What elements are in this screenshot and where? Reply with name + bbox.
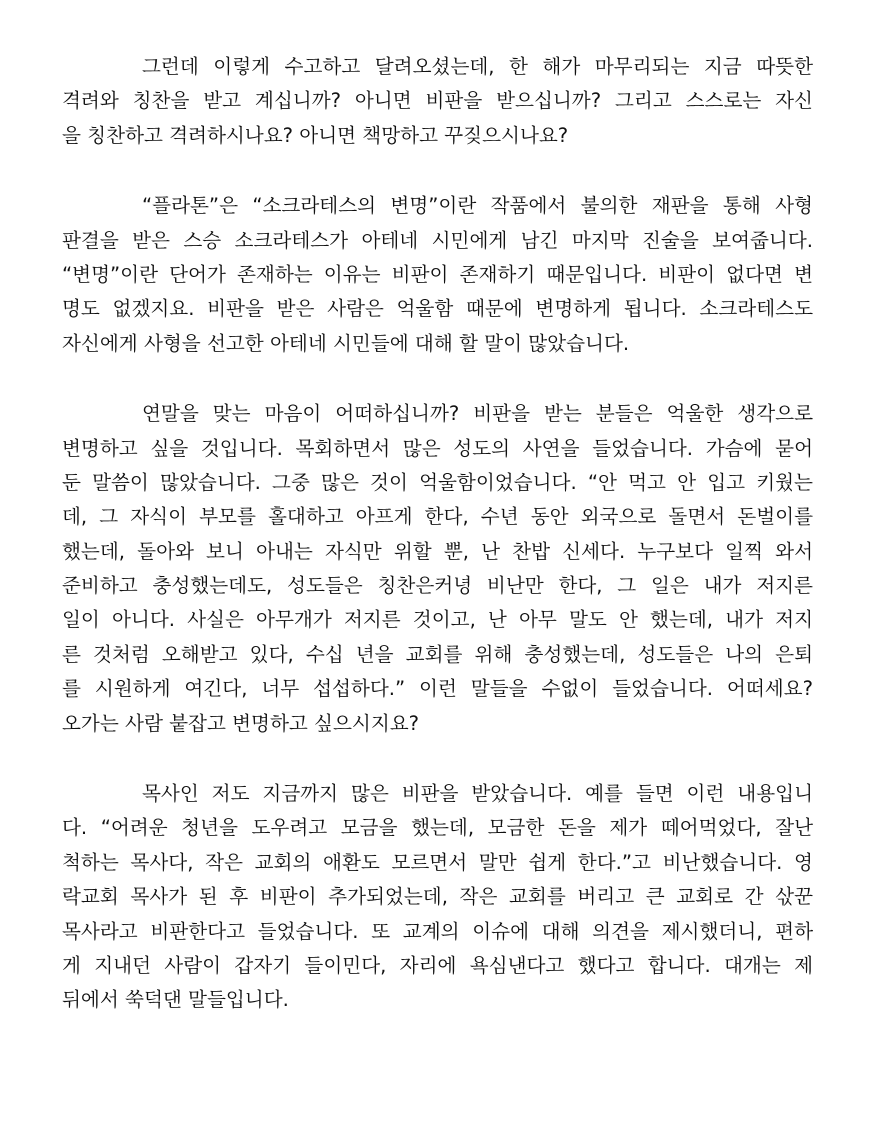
text-line: 데, 그 자식이 부모를 홀대하고 아프게 한다, 수년 동안 외국으로 돌면서 돈벌이를 xyxy=(62,505,813,529)
text-line: 했는데, 돌아와 보니 아내는 자식만 위할 뿐, 난 찬밥 신세다. 누구보다 일찍 와서 xyxy=(62,539,813,563)
text-line: “변명”이란 단어가 존재하는 이유는 비판이 존재하기 때문입니다. 비판이 없다면 변 xyxy=(62,262,813,286)
text-line: “플라톤”은 “소크라테스의 변명”이란 작품에서 불의한 재판을 통해 사형 xyxy=(142,194,813,218)
text-line: 른 것처럼 오해받고 있다, 수십 년을 교회를 위해 충성했는데, 성도들은 나의 은퇴 xyxy=(62,642,813,666)
text-line: 판결을 받은 스승 소크라테스가 아테네 시민에게 남긴 마지막 진술을 보여줍니다. xyxy=(62,228,813,252)
paragraph-3 xyxy=(62,397,813,741)
text-line: 뒤에서 쑥덕댄 말들입니다. xyxy=(62,988,289,1012)
text-line: 다. “어려운 청년을 도우려고 모금을 했는데, 모금한 돈을 제가 떼어먹었다, 잘난 xyxy=(62,816,813,840)
text-line: 변명하고 싶을 것입니다. 목회하면서 많은 성도의 사연을 들었습니다. 가슴에 묻어 xyxy=(62,436,813,460)
text-line: 격려와 칭찬을 받고 계십니까? 아니면 비판을 받으십니까? 그리고 스스로는 자신 xyxy=(62,89,813,113)
text-line: 둔 말씀이 많았습니다. 그중 많은 것이 억울함이었습니다. “안 먹고 안 입고 키웠는 xyxy=(62,470,813,494)
text-line: 연말을 맞는 마음이 어떠하십니까? 비판을 받는 분들은 억울한 생각으로 xyxy=(142,402,813,426)
paragraph-4 xyxy=(62,777,813,1018)
text-line: 자신에게 사형을 선고한 아테네 시민들에 대해 할 말이 많았습니다. xyxy=(62,331,630,355)
paragraph-2 xyxy=(62,189,813,361)
text-line: 그런데 이렇게 수고하고 달려오셨는데, 한 해가 마무리되는 지금 따뜻한 xyxy=(142,55,813,78)
text-line: 일이 아니다. 사실은 아무개가 저지른 것이고, 난 아무 말도 안 했는데, 내가 저지 xyxy=(62,608,813,632)
text-line: 척하는 목사다, 작은 교회의 애환도 모르면서 말만 쉽게 한다.”고 비난했습니다. 영 xyxy=(62,850,813,874)
paragraph-1 xyxy=(62,50,813,153)
text-line: 목사라고 비판한다고 들었습니다. 또 교계의 이슈에 대해 의견을 제시했더니, 편하 xyxy=(62,919,813,943)
text-line: 을 칭찬하고 격려하시나요? 아니면 책망하고 꾸짖으시나요? xyxy=(62,123,569,147)
text-line: 오가는 사람 붙잡고 변명하고 싶으시지요? xyxy=(62,711,420,735)
text-line: 를 시원하게 여긴다, 너무 섭섭하다.” 이런 말들을 수없이 들었습니다. 어떠세요? xyxy=(62,677,813,701)
text-line: 락교회 목사가 된 후 비판이 추가되었는데, 작은 교회를 버리고 큰 교회로 간 삯꾼 xyxy=(62,885,813,909)
text-line: 게 지내던 사람이 갑자기 들이민다, 자리에 욕심낸다고 했다고 합니다. 대개는 제 xyxy=(62,953,813,977)
document-page xyxy=(62,50,813,1054)
text-line: 준비하고 충성했는데도, 성도들은 칭찬은커녕 비난만 한다, 그 일은 내가 저지른 xyxy=(62,574,813,598)
text-line: 목사인 저도 지금까지 많은 비판을 받았습니다. 예를 들면 이런 내용입니 xyxy=(142,782,813,806)
text-line: 명도 없겠지요. 비판을 받은 사람은 억울함 때문에 변명하게 됩니다. 소크라테스도 xyxy=(62,297,813,321)
